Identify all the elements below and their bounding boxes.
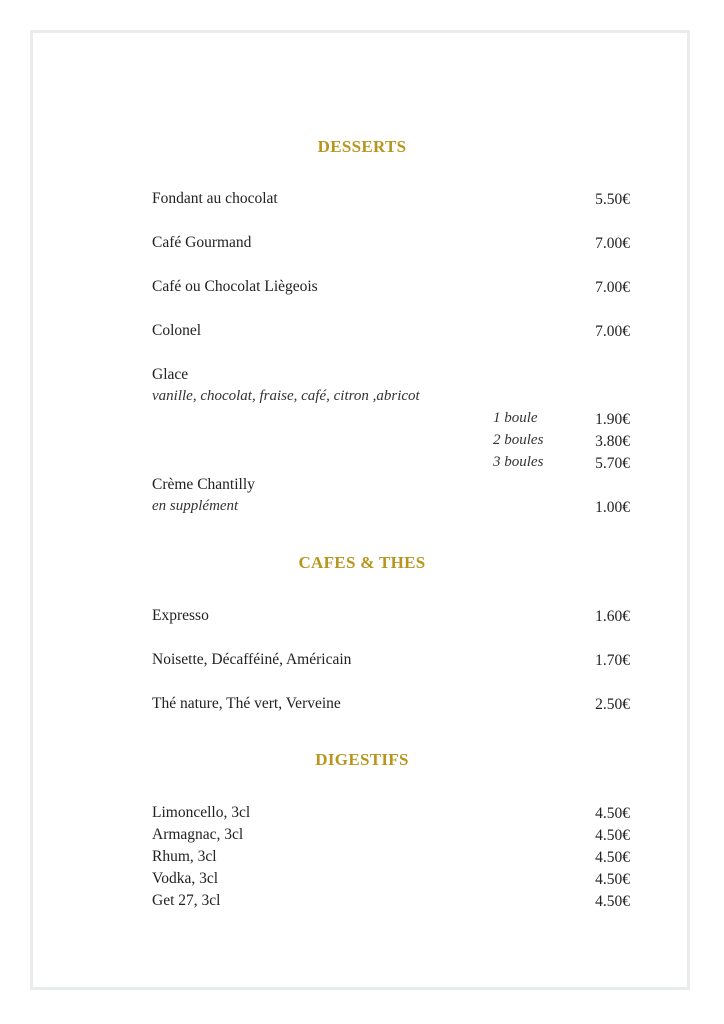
menu-item-price: 5.50€	[595, 191, 630, 208]
menu-page	[30, 30, 690, 990]
digestifs-heading: DIGESTIFS	[315, 750, 409, 769]
chantilly-price: 1.00€	[595, 499, 630, 516]
glace-portion-label: 1 boule	[493, 410, 538, 426]
menu-item-price: 1.70€	[595, 652, 630, 669]
menu-item-price: 4.50€	[595, 871, 630, 888]
menu-item-name: Noisette, Décafféiné, Américain	[152, 651, 352, 668]
menu-item-price: 7.00€	[595, 323, 630, 340]
menu-item-price: 4.50€	[595, 827, 630, 844]
menu-item-price: 7.00€	[595, 279, 630, 296]
glace-portion-label: 3 boules	[493, 454, 544, 470]
glace-portion-price: 1.90€	[595, 411, 630, 428]
glace-portion-price: 5.70€	[595, 455, 630, 472]
menu-item-name: Colonel	[152, 322, 202, 339]
glace-flavors: vanille, chocolat, fraise, café, citron ,abricot	[152, 388, 420, 404]
menu-item-price: 2.50€	[595, 696, 630, 713]
menu-item-name: Thé nature, Thé vert, Verveine	[152, 695, 341, 712]
menu-item-name: Rhum, 3cl	[152, 848, 217, 865]
menu-item-name: Vodka, 3cl	[152, 870, 219, 887]
menu-item-name: Café ou Chocolat Liègeois	[152, 278, 318, 295]
menu-item-name: Fondant au chocolat	[152, 190, 278, 207]
menu-item-price: 1.60€	[595, 608, 630, 625]
cafes-heading: CAFES & THES	[298, 553, 426, 572]
menu-item-price: 7.00€	[595, 235, 630, 252]
glace-portion-price: 3.80€	[595, 433, 630, 450]
chantilly-note: en supplément	[152, 498, 239, 514]
menu-item-name: Armagnac, 3cl	[152, 826, 244, 843]
chantilly-name: Crème Chantilly	[152, 476, 255, 493]
menu-item-price: 4.50€	[595, 849, 630, 866]
menu-item-price: 4.50€	[595, 893, 630, 910]
glace-portion-label: 2 boules	[493, 432, 544, 448]
menu-item-price: 4.50€	[595, 805, 630, 822]
menu-item-name: Expresso	[152, 607, 209, 624]
menu-item-name: Café Gourmand	[152, 234, 252, 251]
menu-item-name: Limoncello, 3cl	[152, 804, 251, 821]
glace-name: Glace	[152, 366, 189, 383]
desserts-heading: DESSERTS	[317, 137, 407, 156]
menu-item-name: Get 27, 3cl	[152, 892, 221, 909]
